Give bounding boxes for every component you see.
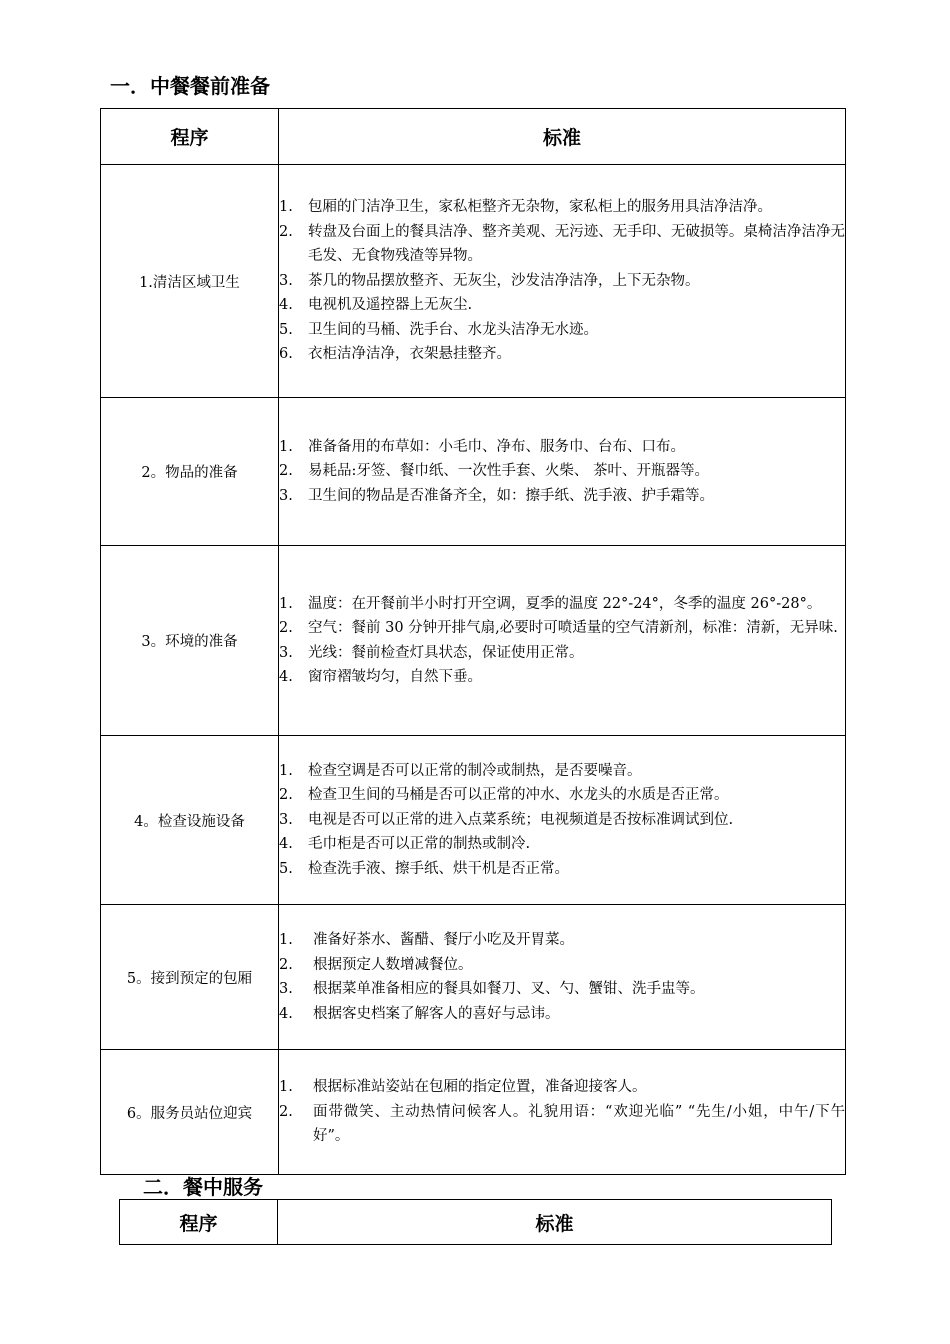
header-procedure: 程序 [101,109,279,165]
list-item: 根据菜单准备相应的餐具如餐刀、叉、勺、蟹钳、洗手盅等。 [313,981,705,997]
table-header-row [120,1200,832,1245]
list-item: 毛巾柜是否可以正常的制热或制冷. [308,836,531,853]
list-item: 空气：餐前 30 分钟开排气扇,必要时可喷适量的空气清新剂，标准：清新，无异味. [308,620,838,636]
list-item: 转盘及台面上的餐具洁净、整齐美观、无污迹、无手印、无破损等。桌椅洁净洁净无毛发、无食物残渣等异物。 [308,223,845,265]
standard-list [279,759,845,882]
standard-cell [279,165,846,398]
procedure-cell: 5。接到预定的包厢 [101,905,279,1050]
list-item: 电视是否可以正常的进入点菜系统；电视频道是否按标准调试到位. [308,811,734,828]
list-item: 根据标准站姿站在包厢的指定位置，准备迎接客人。 [313,1079,647,1096]
section-2-title: 二．餐中服务 [143,1175,263,1199]
standard-list [279,928,845,1026]
section-1-title: 一．中餐餐前准备 [110,74,270,98]
standard-list [279,1075,845,1149]
procedure-cell: 1.清洁区域卫生 [101,165,279,398]
list-item: 检查洗手液、擦手纸、烘干机是否正常。 [308,860,569,877]
table-row [101,546,846,736]
list-item: 准备好茶水、酱醋、餐厅小吃及开胃菜。 [313,932,574,948]
header-standard: 标准 [279,109,846,165]
list-item: 准备备用的布草如：小毛巾、净布、服务巾、台布、口布。 [308,438,685,455]
in-meal-service-table [119,1199,832,1245]
table-row [101,736,846,905]
standard-list [279,435,845,509]
list-item: 卫生间的马桶、洗手台、水龙头洁净无水迹。 [308,321,598,338]
list-item: 包厢的门洁净卫生，家私柜整齐无杂物，家私柜上的服务用具洁净洁净。 [308,199,772,216]
procedure-cell: 2。物品的准备 [101,398,279,546]
procedure-cell: 6。服务员站位迎宾 [101,1050,279,1175]
header-standard: 标准 [278,1200,832,1245]
list-item: 茶几的物品摆放整齐、无灰尘，沙发洁净洁净，上下无杂物。 [308,272,700,289]
table-row [101,1050,846,1175]
table-row [101,398,846,546]
procedure-cell: 3。环境的准备 [101,546,279,736]
standard-list [279,195,845,367]
list-item: 温度：在开餐前半小时打开空调，夏季的温度 22°-24°，冬季的温度 26°-28°。 [308,595,822,612]
list-item: 光线：餐前检查灯具状态，保证使用正常。 [308,644,584,661]
list-item: 衣柜洁净洁净，衣架悬挂整齐。 [308,346,511,363]
standard-cell [279,736,846,905]
standard-cell [279,546,846,736]
procedure-cell: 4。检查设施设备 [101,736,279,905]
table-header-row [101,109,846,165]
standard-cell [279,398,846,546]
list-item: 检查卫生间的马桶是否可以正常的冲水、水龙头的水质是否正常。 [308,787,729,804]
list-item: 电视机及遥控器上无灰尘. [308,297,473,314]
table-row [101,905,846,1050]
standard-list [279,592,845,690]
standard-cell [279,1050,846,1175]
list-item: 易耗品:牙签、餐巾纸、一次性手套、火柴、 茶叶、开瓶器等。 [308,463,709,480]
list-item: 根据客史档案了解客人的喜好与忌讳。 [313,1005,560,1022]
table-row [101,165,846,398]
list-item: 检查空调是否可以正常的制冷或制热，是否要噪音。 [308,762,642,779]
list-item: 根据预定人数增减餐位。 [313,956,473,973]
list-item: 窗帘褶皱均匀，自然下垂。 [308,669,482,685]
list-item: 卫生间的物品是否准备齐全，如：擦手纸、洗手液、护手霜等。 [308,487,714,504]
standard-cell [279,905,846,1050]
list-item: 面带微笑、主动热情问候客人。礼貌用语：“欢迎光临” “先生/小姐，中午/下午好”。 [313,1103,845,1145]
header-procedure: 程序 [120,1200,278,1245]
pre-meal-preparation-table [100,108,846,1175]
